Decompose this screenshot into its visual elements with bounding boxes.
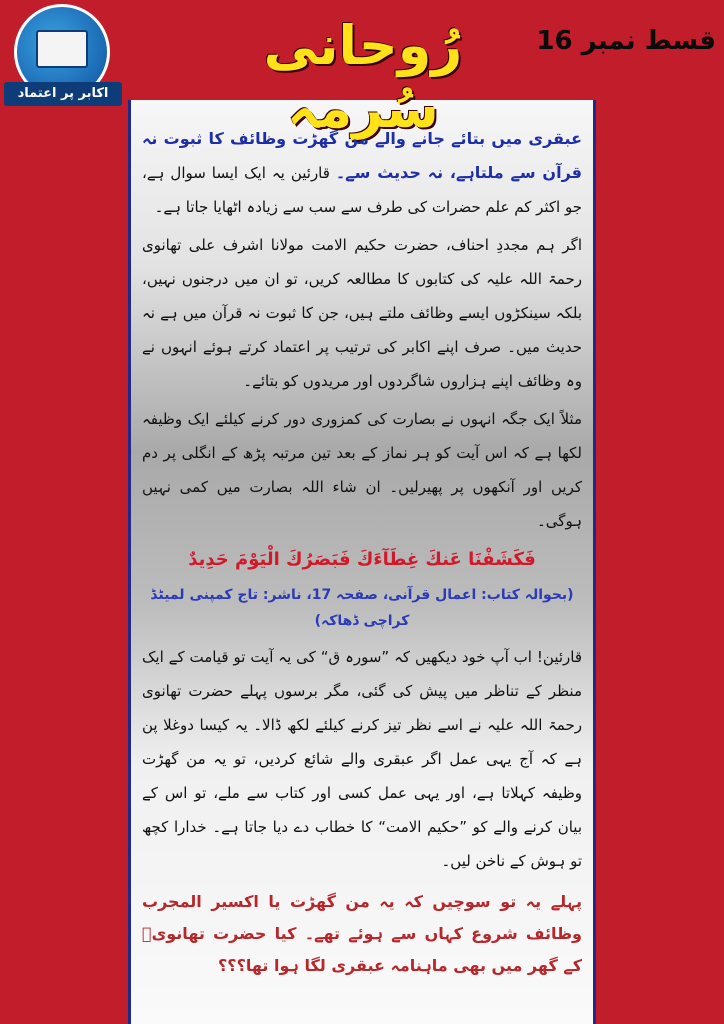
book-icon: [36, 30, 88, 68]
highlighted-question: عبقری میں بتائے جانے والے من گھڑت وظائف کا ثبوت نہ قرآن سے ملتاہے، نہ حدیث سے۔: [142, 129, 582, 182]
episode-number: قسط نمبر 16: [536, 26, 716, 56]
paragraph-text: قارئین یہ ایک ایسا سوال ہے، جو اکثر کم علم حضرات کی طرف سے سب سے زیادہ اٹھایا جاتا ہے۔: [142, 164, 582, 216]
paragraph-3: مثلاً ایک جگہ انہوں نے بصارت کی کمزوری دور کرنے کیلئے ایک وظیفہ لکھا ہے کہ اس آیت کو ہر نماز کے بعد تین مرتبہ پڑھ کے انگلی پر دم کریں اور آنکھوں پر پھیرلیں۔ ان شاء اللہ بصارت میں کمی نہیں ہوگی۔: [142, 410, 582, 530]
paragraph-1: [142, 122, 582, 224]
quran-verse: فَكَشَفْنَا عَنكَ غِطَآءَكَ فَبَصَرُكَ الْيَوْمَ حَدِيدٌ: [188, 549, 536, 570]
book-reference: (بحوالہ کتاب: اعمال قرآنی، صفحہ 17، ناشر: تاج کمپنی لمیٹڈ کراچی ڈھاکہ): [150, 587, 574, 629]
paragraph-2: اگر ہم مجددِ احناف، حضرت حکیم الامت مولانا اشرف علی تھانوی رحمۃ اللہ علیہ کی کتابوں کا مطالعہ کریں، تو ان میں درجنوں نہیں، بلکہ سینکڑوں ایسے وظائف ملتے ہیں، جن کا ثبوت نہ قرآن میں ہے نہ حدیث میں۔ صرف اپنے اکابر کی ترتیب پر اعتماد کرتے ہوئے انہوں نے وہ وظائف اپنے ہزاروں شاگردوں اور مریدوں کو بتائے۔: [142, 236, 582, 390]
logo-label: اکابر پر اعتماد: [4, 82, 122, 106]
logo: [4, 4, 124, 112]
paragraph-4: قارئین! اب آپ خود دیکھیں کہ ”سورہ ق“ کی یہ آیت تو قیامت کے ایک منظر کے تناظر میں پیش کی گئی، مگر برسوں پہلے حضرت تھانوی رحمۃ اللہ علیہ نے اسے نظر تیز کرنے کیلئے لکھ ڈالا۔ یہ کیسا دوغلا پن ہے کہ آج یہی عمل اگر عبقری والے شائع کردیں، تو یہ من گھڑت وظیفہ کہلاتا ہے، اور یہی عمل کسی اور کتاب سے ملے، تو اس کے بیان کرنے والے کو ”حکیم الامت“ کا خطاب دے دیا جاتا ہے۔ خدارا کچھ تو ہوش کے ناخن لیں۔: [142, 648, 582, 870]
article-body: [142, 122, 582, 998]
page-title: رُوحانی سُرمہ: [263, 14, 463, 140]
closing-question: پہلے یہ تو سوچیں کہ یہ من گھڑت یا اکسیر المجرب وظائف شروع کہاں سے ہوئے تھے۔ کیا حضرت تھانویؒ کے گھر میں بھی ماہنامہ عبقری لگا ہوا تھا؟؟؟: [142, 892, 582, 975]
